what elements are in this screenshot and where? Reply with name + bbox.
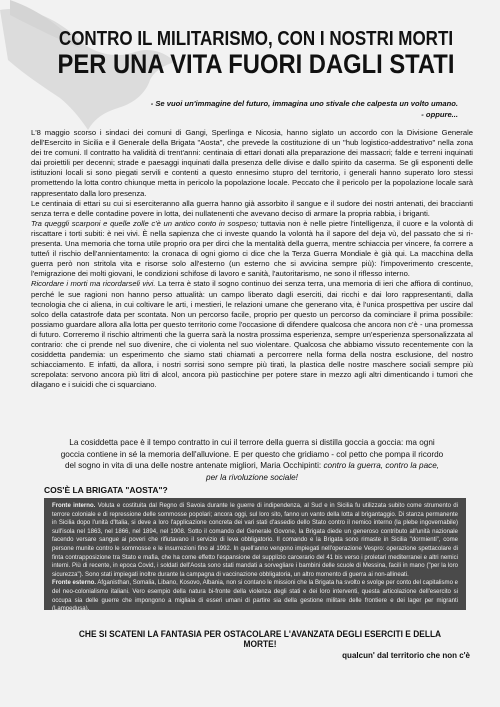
external-front-label: Fronte esterno. — [52, 580, 97, 587]
headline-line-2: PER UNA VITA FUORI DAGLI STATI — [57, 49, 455, 79]
headline — [22, 28, 490, 79]
paragraph-4-lead: Ricordare i morti ma ricordarseli vivi. — [31, 279, 156, 289]
slogan: CHE SI SCATENI LA FANTASIA PER OSTACOLARE L'AVANZATA DEGLI ESERCITI E DELLA MORTE! — [78, 629, 442, 649]
closing-statement — [31, 437, 473, 483]
paragraph-3-lead: Tra queggli scarponi e quelle zolle c'è un antico conto in sospeso; — [31, 218, 258, 228]
external-front-text: Afganisthan, Somalia, Libano, Kosovo, Albania, non si contano le missioni che la Brigata ha svolto e svolge per conto del capitalismo e del neo-colonialismo italiani. Vero esempio della natura bi-fronte della violenza degli stati e dei loro interventi, questa articolazione dell'esercito si occupa sia delle guerre che impongono a migliaia di esseri umani di partire sia della gestione militare delle frontiere e dei lager per migranti (Lampedusa). — [52, 580, 458, 613]
section-title: COS'È LA BRIGATA "AOSTA"? — [44, 485, 168, 495]
epigraph-quote — [128, 98, 458, 120]
paragraph-3 — [31, 219, 473, 280]
paragraph-3-text: tuttavia non è nelle pietre l'intelligenza, il cuore e la volontà di riscattare i torti subiti: è nei vivi. È nella sapienza che ci investe quando la volontà ha il sapore del deja vù, del passato che si ri-presenta. Una memoria che torna utile proprio ora per dirci che la mentalità della guerra, mentre schiaccia per vincere, fa correre a tutte/i il rischio dell'annientamento: la cronaca di ogni giorno ci dice che la Terza Guerra Mondiale è già qui. La macchina della guerra però non stritola vita e risorse solo all'esterno (un esterno che si avvicina sempre più): l'impoverimento crescente, l'emigrazione dei molti giovani, le condizioni schifose di lavoro e sanità, l'autoritarismo, ne sono il riflesso interno. — [31, 218, 473, 279]
closing-line-1: La cosiddetta pace è il tempo contratto in cui il terrore della guerra si distilla goccia a goccia: ma ogni — [69, 438, 435, 447]
quote-text: - Se vuoi un'immagine del futuro, immagina uno stivale che calpesta un volto umano. — [150, 99, 458, 108]
paragraph-4 — [31, 279, 473, 390]
quote-attribution: - oppure... — [421, 110, 458, 119]
closing-line-3-text: del sogno in vita di una delle nostre antenate migliori, Maria Occhipinti: — [64, 461, 322, 470]
internal-front-text: Voluta e costituita dal Regno di Savoia durante le guerre di indipendenza, al Sud e in Sicilia fu utilizzata subito come strumento di terrore coloniale e di repressione delle sommosse popolari; ancora oggi, sul loro sito, fanno un vanto della lotta al brigantaggio. Di stanza permanente in Sicilia dopo l'unità d'Italia, si deve a loro l'applicazione concreta dei vari stati d'assedio dello Stato contro il nemico interno (la plebe ingovernabile) sull'isola nel 1863, nel 1866, nel 1894, nel 1908. Sotto il comando del Generale Govone, la Brigata diede un generoso contributo all'unità nazionale facendo versare sangue ai poveri che rifiutavano il servizio di leva obbligatorio. Il comando e la Brigata sono rimaste in Sicilia "dormienti", come persone munite contro le sommosse e le insurrezioni fino al 1992. In quell'anno vengono impiegati nell'operazione Vespro: operazione spettacolare di finta contrapposizione tra Stato e mafia, che ha come effetto l'espansione del supplizio carcerario del 41 bis verso i proletari mediterranei e altri nemici interni. Più di recente, in epoca Covid, i soldati dell'Aosta sono stati mandati a sorvegliare i bambini delle scuole di Messina, facili in mano ("per la loro sicurezza"). Sono stati impiegati inoltre durante la campagna di vaccinazione obbligatoria, un altro momento di guerra ai non-allineati. — [52, 503, 458, 578]
paragraph-4-text: La terra è stato il sogno continuo dei senza terra, una memoria di ieri che affiora di continuo, perché le sue ragioni non hanno perso attualità: un campo liberato dagli eserciti, dai ricchi e dai loro rappresentanti, dalla tecnologia che ci aliena, in cui coltivare le arti, i mestieri, le relazioni umane che generano vita, è l'unica prospettiva per uscire dal solco della catastrofe data per scontata. Non un percorso facile, proprio per questo un percorso da cominciare il prima possibile: possiamo guardare allora alla lotta per questo territorio come l'occasione di difendere qualcosa che ancora non c'è - una promessa di futuro. Correremo il rischio altrimenti che la guerra sarà la nostra prossima esperienza, sempre un'esperienza spersonalizzata al contrario: che ci prende nel suo divenire, che ci violenta nel suo violentare. Qualcosa che abbiamo vissuto recentemente con la cosiddetta pandemia: un esperimento che siamo stati chiamati a percorrere nella forma della nostra esclusione, del nostro schiacciamento. E infatti, da allora, i nostri sorrisi sono sempre più tirati, la plastica delle nostre maschere sociali sempre più screpolata: servono ancora più litri di alcol, ancora più pasticchine per potere stare in mezzo agli altri dimenticando i tumori che dilagano e i suicidi che ci squarciano. — [31, 279, 474, 390]
closing-line-3 — [31, 460, 473, 472]
brigade-info-box — [44, 498, 466, 613]
internal-front-label: Fronte interno. — [52, 503, 96, 509]
paragraph-2: Le centinaia di ettari su cui si eserciteranno alla guerra hanno già assorbito il sangue e il sudore dei nostri antenati, dei braccianti senza terra e delle contadine povere in lotta, dei nullatenenti che avevano deciso di armare la propria rabbia, i briganti. — [31, 198, 473, 218]
paragraph-1: L'8 maggio scorso i sindaci dei comuni di Gangi, Sperlinga e Nicosia, hanno siglato un accordo con la Divisione Generale dell'Esercito in Sicilia e il Generale della Brigata "Aosta", che prevede la costituzione di un "hub logistico-addestrativo" nella zona dei tre comuni. Il contratto ha validità di trent'anni: centinaia di ettari donati alla preparazione dei massacri; falde e terreni inquinati dai proiettili per decenni; strade e paesaggi inquinati dalla presenza delle divise e dallo spirito da caserma. Se gli esponenti delle istituzioni locali si sono piegati servili e contenti a questo ennesimo stupro del territorio, i generali hanno superato loro stessi promettendo la lotta contro chiunque metta in pericolo la popolazione locale. Peccato che il pericolo per la popolazione locale sarà rappresentato dalla loro presenza. — [31, 128, 473, 198]
headline-line-1: CONTRO IL MILITARISMO, CON I NOSTRI MORTI — [58, 28, 454, 50]
external-front-paragraph — [52, 579, 458, 613]
closing-line-4: per la rivoluzione sociale! — [206, 472, 298, 482]
closing-line-2: goccia contiene in sé la memoria dell'alluvione. E per questo che gridiamo - col petto che pompa il ricordo — [60, 449, 444, 459]
internal-front-paragraph — [52, 502, 458, 579]
article-body — [31, 128, 473, 390]
signature: qualcun' dal territorio che non c'è — [342, 651, 470, 660]
closing-line-3-italic: contro la guerra, contro la pace, — [321, 461, 440, 470]
